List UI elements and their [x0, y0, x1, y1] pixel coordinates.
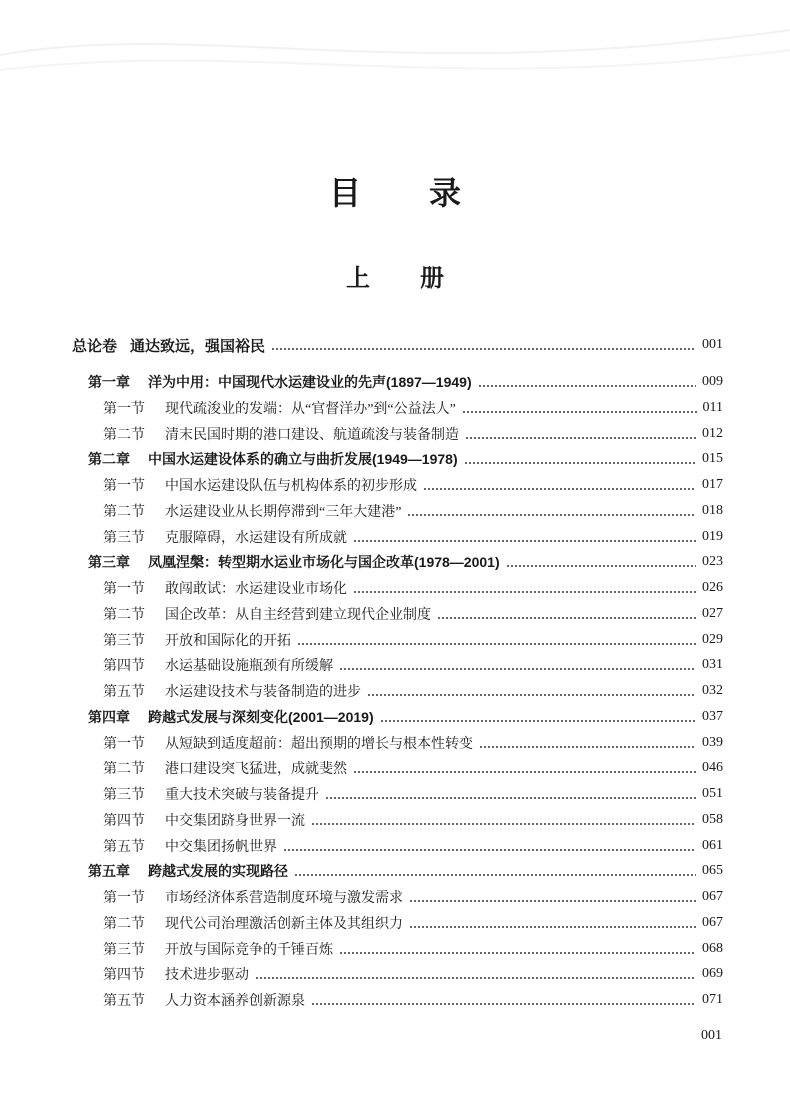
toc-section-entry[interactable] — [103, 397, 723, 419]
entry-page: 015 — [702, 451, 723, 467]
page-number: 001 — [701, 1028, 722, 1043]
entry-title: 开放与国际竞争的千锤百炼 — [165, 942, 333, 958]
dot-leader — [283, 849, 696, 851]
entry-title: 国企改革：从自主经营到建立现代企业制度 — [165, 607, 431, 623]
toc-volume-entry[interactable] — [72, 334, 723, 356]
entry-page: 011 — [702, 399, 723, 415]
entry-label: 第四章 — [88, 708, 130, 725]
entry-title: 凤凰涅槃：转型期水运业市场化与国企改革(1978—2001) — [148, 554, 500, 571]
toc-chapter-entry[interactable] — [88, 706, 723, 728]
entry-title: 港口建设突飞猛进，成就斐然 — [165, 762, 347, 778]
entry-page: 031 — [702, 657, 723, 673]
dot-leader — [478, 385, 696, 387]
entry-page: 026 — [702, 580, 723, 595]
toc-section-entry[interactable] — [103, 629, 723, 651]
dot-leader — [353, 771, 696, 773]
entry-page: 061 — [702, 837, 723, 853]
dot-leader — [325, 797, 696, 799]
dot-leader — [380, 720, 696, 722]
entry-page: 023 — [702, 554, 723, 570]
entry-label: 第三章 — [88, 554, 130, 571]
entry-label: 第四节 — [103, 659, 145, 675]
entry-page: 069 — [702, 966, 723, 982]
dot-leader — [339, 668, 696, 670]
dot-leader — [479, 746, 696, 748]
entry-title: 中交集团跻身世界一流 — [165, 813, 305, 829]
entry-title: 现代公司治理激活创新主体及其组织力 — [165, 916, 403, 932]
entry-page: 058 — [702, 811, 723, 827]
dot-leader — [437, 617, 696, 619]
entry-page: 065 — [702, 863, 723, 879]
entry-title: 跨越式发展与深刻变化(2001—2019) — [148, 708, 374, 725]
toc-section-entry[interactable] — [103, 526, 723, 548]
dot-leader — [353, 591, 696, 593]
entry-label: 第五章 — [88, 863, 130, 880]
dot-leader — [255, 977, 696, 979]
dot-leader — [339, 952, 696, 954]
toc-chapter-entry[interactable] — [88, 448, 723, 470]
entry-page: 067 — [702, 889, 723, 904]
dot-leader — [465, 437, 696, 439]
entry-label: 第二节 — [103, 427, 145, 443]
toc-section-entry[interactable] — [103, 757, 723, 779]
dot-leader — [423, 488, 696, 490]
entry-label: 第三节 — [103, 942, 145, 958]
toc-section-entry[interactable] — [103, 963, 723, 985]
entry-label: 第一章 — [88, 374, 130, 390]
entry-page: 032 — [702, 683, 723, 698]
toc-section-entry[interactable] — [103, 989, 723, 1011]
dot-leader — [294, 874, 696, 876]
entry-label: 第三节 — [103, 530, 145, 546]
toc-section-entry[interactable] — [103, 423, 723, 445]
toc-section-entry[interactable] — [103, 577, 723, 599]
page-title: 目 录 — [328, 175, 491, 211]
entry-label: 第五节 — [103, 685, 145, 700]
entry-label: 第一节 — [103, 736, 145, 752]
toc-section-entry[interactable] — [103, 603, 723, 625]
toc-section-entry[interactable] — [103, 500, 723, 522]
toc-section-entry[interactable] — [103, 886, 723, 908]
toc-section-entry[interactable] — [103, 680, 723, 702]
dot-leader — [409, 900, 696, 902]
entry-page: 027 — [702, 605, 723, 621]
volume-title: 上 册 — [346, 266, 466, 292]
dot-leader — [464, 462, 696, 464]
entry-title: 中交集团扬帆世界 — [165, 839, 277, 855]
dot-leader — [353, 540, 696, 542]
entry-label: 第一节 — [103, 582, 145, 597]
entry-title: 技术进步驱动 — [165, 968, 249, 984]
entry-title: 现代疏浚业的发端：从“官督洋办”到“公益法人” — [165, 401, 456, 417]
toc-section-entry[interactable] — [103, 654, 723, 676]
entry-page: 018 — [702, 502, 723, 518]
entry-title: 通达致远，强国裕民 — [130, 338, 266, 355]
entry-label: 总论卷 — [72, 338, 118, 355]
toc-chapter-entry[interactable] — [88, 371, 723, 393]
entry-label: 第二节 — [103, 762, 145, 778]
entry-label: 第五节 — [103, 994, 145, 1009]
entry-title: 市场经济体系营造制度环境与激发需求 — [165, 891, 403, 906]
entry-label: 第五节 — [103, 839, 145, 855]
entry-label: 第三节 — [103, 633, 145, 649]
dot-leader — [271, 348, 696, 350]
toc-section-entry[interactable] — [103, 835, 723, 857]
entry-title: 清末民国时期的港口建设、航道疏浚与装备制造 — [165, 427, 459, 443]
dot-leader — [409, 926, 696, 928]
entry-page: 046 — [702, 760, 723, 776]
toc-section-entry[interactable] — [103, 938, 723, 960]
entry-label: 第四节 — [103, 968, 145, 984]
decorative-wave — [0, 0, 790, 90]
entry-title: 水运基础设施瓶颈有所缓解 — [165, 659, 333, 675]
entry-title: 克服障碍，水运建设有所成就 — [165, 530, 347, 546]
entry-page: 017 — [702, 477, 723, 492]
toc-section-entry[interactable] — [103, 732, 723, 754]
toc-chapter-entry[interactable] — [88, 860, 723, 882]
entry-page: 012 — [702, 425, 723, 441]
entry-label: 第一节 — [103, 401, 145, 417]
entry-page: 001 — [702, 337, 723, 352]
toc-chapter-entry[interactable] — [88, 551, 723, 573]
entry-title: 从短缺到适度超前：超出预期的增长与根本性转变 — [165, 736, 473, 752]
entry-page: 009 — [702, 374, 723, 389]
entry-label: 第二节 — [103, 504, 145, 520]
entry-title: 跨越式发展的实现路径 — [148, 863, 288, 880]
entry-page: 051 — [702, 786, 723, 801]
entry-label: 第二章 — [88, 451, 130, 468]
entry-title: 洋为中用：中国现代水运建设业的先声(1897—1949) — [148, 374, 472, 390]
entry-page: 067 — [702, 914, 723, 930]
entry-title: 水运建设业从长期停滞到“三年大建港” — [165, 504, 402, 520]
dot-leader — [311, 823, 696, 825]
entry-label: 第三节 — [103, 788, 145, 803]
dot-leader — [462, 411, 697, 413]
entry-page: 068 — [702, 940, 723, 956]
entry-title: 开放和国际化的开拓 — [165, 633, 291, 649]
entry-page: 071 — [702, 992, 723, 1007]
entry-label: 第四节 — [103, 813, 145, 829]
entry-title: 敢闯敢试：水运建设业市场化 — [165, 582, 347, 597]
entry-label: 第一节 — [103, 891, 145, 906]
dot-leader — [297, 643, 696, 645]
entry-title: 重大技术突破与装备提升 — [165, 788, 319, 803]
entry-page: 019 — [702, 528, 723, 544]
toc-section-entry[interactable] — [103, 783, 723, 805]
toc-section-entry[interactable] — [103, 912, 723, 934]
toc-section-entry[interactable] — [103, 474, 723, 496]
dot-leader — [506, 565, 696, 567]
entry-label: 第二节 — [103, 607, 145, 623]
entry-title: 水运建设技术与装备制造的进步 — [165, 685, 361, 700]
toc-section-entry[interactable] — [103, 809, 723, 831]
entry-title: 中国水运建设队伍与机构体系的初步形成 — [165, 479, 417, 494]
dot-leader — [367, 694, 696, 696]
entry-label: 第二节 — [103, 916, 145, 932]
entry-label: 第一节 — [103, 479, 145, 494]
entry-page: 037 — [702, 708, 723, 724]
dot-leader — [407, 514, 696, 516]
dot-leader — [311, 1003, 696, 1005]
entry-page: 029 — [702, 631, 723, 647]
entry-title: 人力资本涵养创新源泉 — [165, 994, 305, 1009]
entry-title: 中国水运建设体系的确立与曲折发展(1949—1978) — [148, 451, 458, 468]
entry-page: 039 — [702, 734, 723, 750]
